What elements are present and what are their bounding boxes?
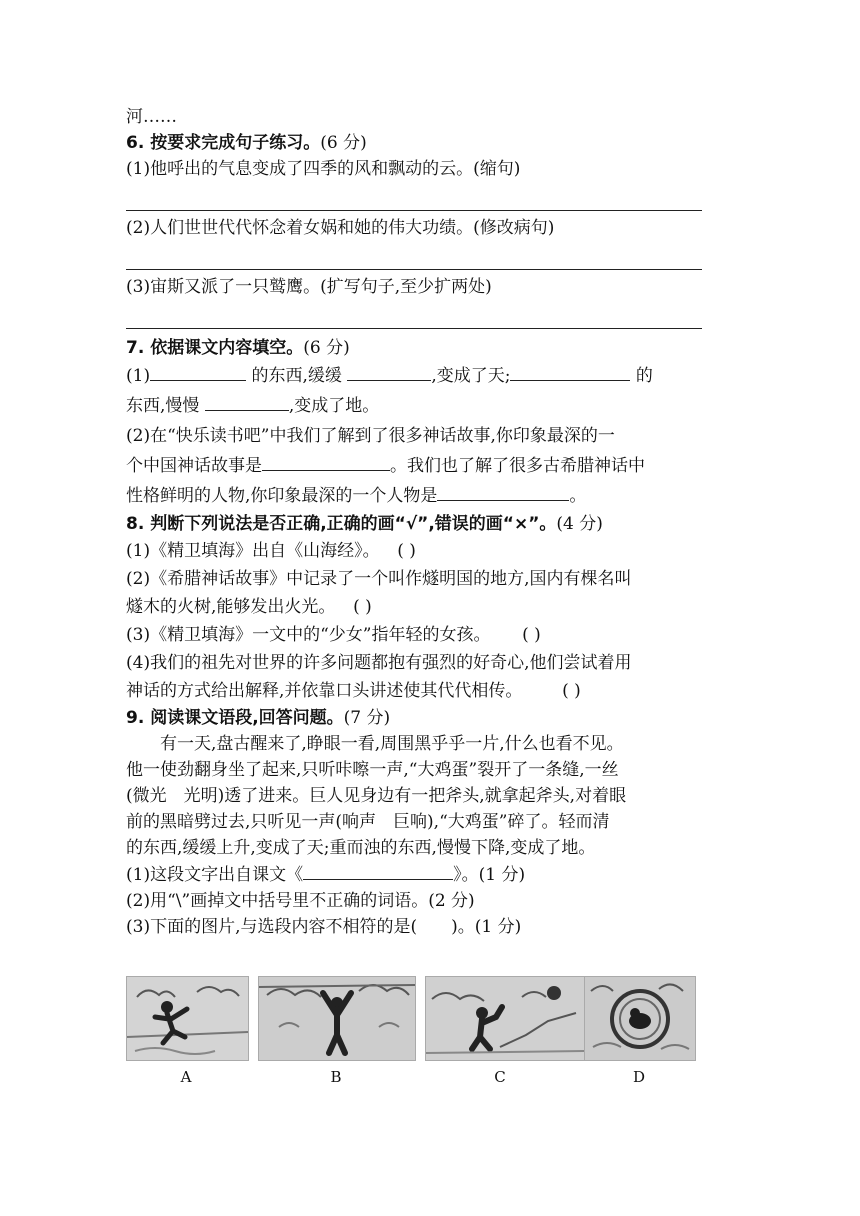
fill-blank[interactable] <box>437 482 569 501</box>
q7-line-1: (1) 的东西,缓缓 ,变成了天; 的 <box>126 361 726 391</box>
q9-heading: 9. 阅读课文语段,回答问题。(7 分) <box>126 708 391 728</box>
q8-item-1: (1)《精卫填海》出自《山海经》。 ( ) <box>126 537 726 565</box>
worksheet <box>126 104 726 940</box>
q9-sub-2: (2)用“\”画掉文中括号里不正确的词语。(2 分) <box>126 891 475 911</box>
answer-bracket[interactable]: ( ) <box>397 541 416 561</box>
picture-c-figure-with-axe[interactable] <box>425 976 585 1061</box>
q6-item-1: (1)他呼出的气息变成了四季的风和飘动的云。(缩句) <box>126 159 521 179</box>
fill-blank[interactable] <box>347 362 431 381</box>
q8-item-4a: (4)我们的祖先对世界的许多问题都抱有强烈的好奇心,他们尝试着用 <box>126 653 632 673</box>
answer-line-q6-3[interactable] <box>126 300 702 329</box>
q6-heading: 6. 按要求完成句子练习。(6 分) <box>126 133 367 153</box>
q8-item-3: (3)《精卫填海》一文中的“少女”指年轻的女孩。 ( ) <box>126 621 726 649</box>
q9-sub-3: (3)下面的图片,与选段内容不相符的是( )。(1 分) <box>126 917 522 937</box>
answer-bracket[interactable]: ( ) <box>562 681 581 701</box>
caption-b: B <box>330 1068 342 1086</box>
caption-d: D <box>632 1068 646 1086</box>
fill-blank[interactable] <box>150 362 246 381</box>
fill-blank[interactable] <box>303 861 453 880</box>
picture-options <box>126 976 726 1096</box>
q7-line-4: 个中国神话故事是 。我们也了解了很多古希腊神话中 <box>126 451 726 481</box>
picture-d-egg-circle[interactable] <box>584 976 696 1061</box>
answer-line-q6-1[interactable] <box>126 182 702 211</box>
q7-line-3: (2)在“快乐读书吧”中我们了解到了很多神话故事,你印象最深的一 <box>126 426 615 446</box>
passage-line-2: 他一使劲翻身坐了起来,只听咔嚓一声,“大鸡蛋”裂开了一条缝,一丝 <box>126 760 619 780</box>
fill-blank[interactable] <box>262 452 390 471</box>
fill-blank[interactable] <box>510 362 630 381</box>
continued-text: 河…… <box>126 107 177 127</box>
q8-item-4b: 神话的方式给出解释,并依靠口头讲述使其代代相传。 ( ) <box>126 677 726 705</box>
picture-a-running-figure[interactable] <box>126 976 249 1061</box>
q8-item-2a: (2)《希腊神话故事》中记录了一个叫作燧明国的地方,国内有棵名叫 <box>126 569 632 589</box>
q6-item-2: (2)人们世世代代怀念着女娲和她的伟大功绩。(修改病句) <box>126 218 555 238</box>
passage-line-5: 的东西,缓缓上升,变成了天;重而浊的东西,慢慢下降,变成了地。 <box>126 838 596 858</box>
q7-heading: 7. 依据课文内容填空。(6 分) <box>126 338 350 358</box>
passage-line-3: (微光 光明)透了进来。巨人见身边有一把斧头,就拿起斧头,对着眼 <box>126 786 627 806</box>
caption-a: A <box>180 1068 192 1086</box>
caption-c: C <box>494 1068 506 1086</box>
q7-line-5: 性格鲜明的人物,你印象最深的一个人物是 。 <box>126 481 726 511</box>
passage-line-4: 前的黑暗劈过去,只听见一声(响声 巨响),“大鸡蛋”碎了。轻而清 <box>126 812 610 832</box>
answer-bracket[interactable]: ( ) <box>353 597 372 617</box>
q8-item-2b: 燧木的火树,能够发出火光。 ( ) <box>126 593 726 621</box>
answer-line-q6-2[interactable] <box>126 241 702 270</box>
fill-blank[interactable] <box>205 392 289 411</box>
q9-sub-1: (1)这段文字出自课文《 》。(1 分) <box>126 861 726 888</box>
q8-heading: 8. 判断下列说法是否正确,正确的画“√”,错误的画“×”。(4 分) <box>126 514 603 534</box>
q7-line-2: 东西,慢慢 ,变成了地。 <box>126 391 726 421</box>
answer-bracket[interactable]: ( ) <box>522 625 541 645</box>
picture-b-giant-holding-sky[interactable] <box>258 976 416 1061</box>
passage-line-1: 有一天,盘古醒来了,睁眼一看,周围黑乎乎一片,什么也看不见。 <box>160 734 624 754</box>
q6-item-3: (3)宙斯又派了一只鹫鹰。(扩写句子,至少扩两处) <box>126 277 492 297</box>
